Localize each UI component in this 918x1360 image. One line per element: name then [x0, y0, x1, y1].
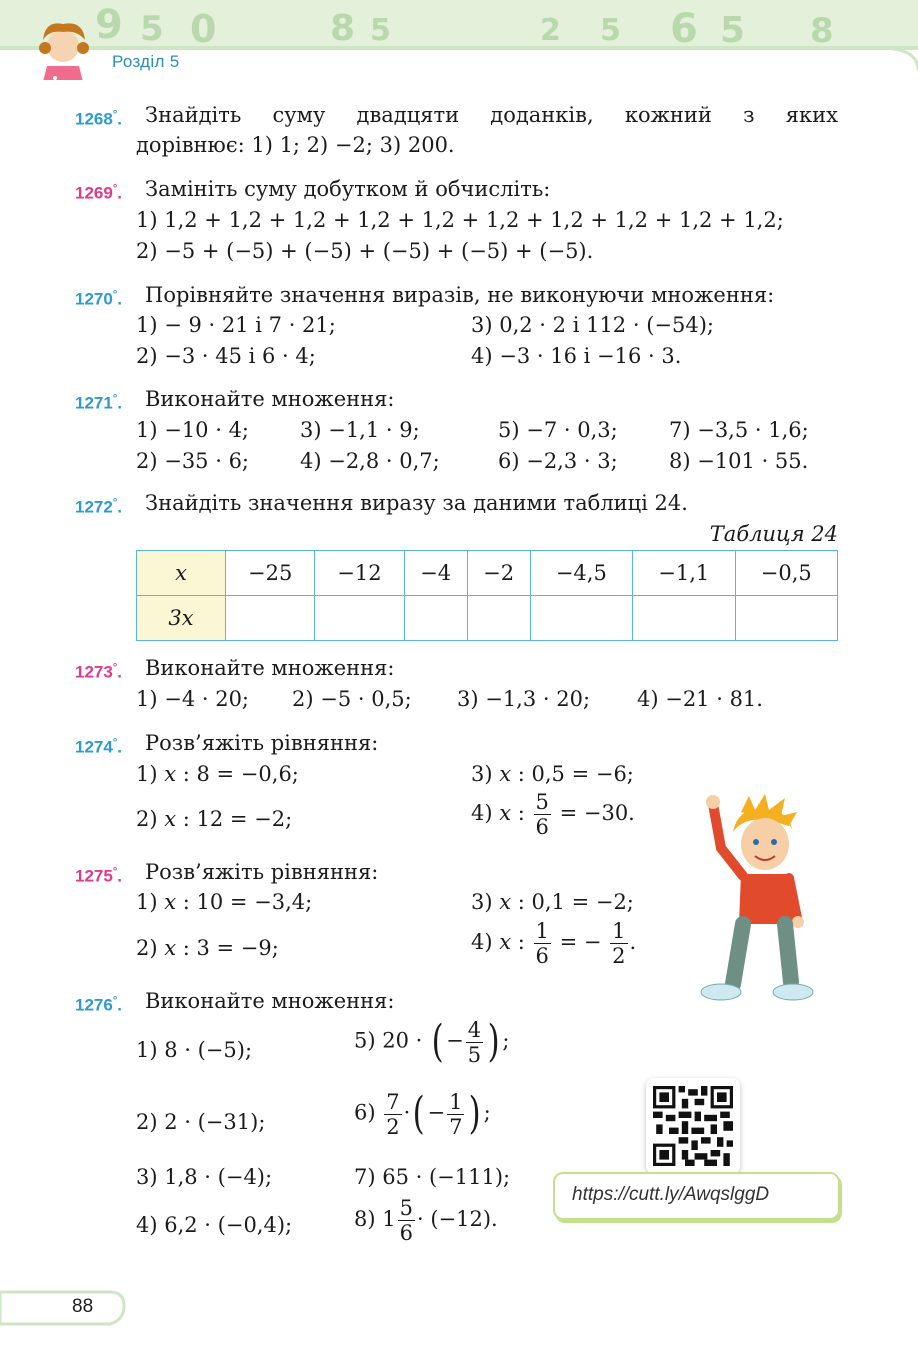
- fraction: $\frac{7}{2}$: [386, 1089, 400, 1139]
- exercise-item: 1) x : 10 = −3,4;: [136, 890, 313, 914]
- exercise-number: 1269°.: [75, 183, 122, 203]
- fraction: $\frac{1}{7}$: [449, 1089, 463, 1139]
- exercise-title: Знайдіть значення виразу за даними таблиці 24.: [145, 491, 688, 515]
- exercise-item: 3) x : 0,1 = −2;: [471, 890, 634, 914]
- page-number: 88: [72, 1296, 94, 1317]
- exercise-item-fraction: 5) 20 · ( − $\frac{4}{5}$ ) ;: [354, 1016, 510, 1067]
- exercise-title: Замініть суму добутком й обчисліть:: [145, 177, 551, 201]
- exercise-item: 2) −3 · 45 і 6 · 4;: [136, 344, 316, 368]
- exercise-item: 3) x : 0,5 = −6;: [471, 762, 634, 786]
- exercise-item-fraction: 4) x : $\frac{1}{6}$ = − $\frac{1}{2}$ .: [471, 919, 637, 968]
- qr-code-icon: [653, 1086, 733, 1166]
- table-header-cell: 3x: [137, 596, 226, 641]
- exercise-item: 7) 65 · (−111);: [354, 1165, 511, 1189]
- exercise-title: Порівняйте значення виразів, не виконуючи множення:: [145, 283, 775, 307]
- exercise-item: 8) −101 · 55.: [669, 449, 809, 473]
- exercise-item: 7) −3,5 · 1,6;: [669, 418, 809, 442]
- svg-text:5: 5: [600, 13, 621, 48]
- fraction: $\frac{5}{6}$: [535, 790, 549, 839]
- svg-text:5: 5: [140, 9, 164, 49]
- svg-text:8: 8: [810, 11, 834, 51]
- exercise-number: 1275°.: [75, 866, 122, 886]
- exercise-item: 1) −4 · 20;: [136, 687, 250, 711]
- exercise-number: 1268°.: [75, 109, 122, 129]
- table-cell: −1,1: [633, 551, 735, 596]
- exercise-item: 2) 2 · (−31);: [136, 1110, 266, 1134]
- qr-code-card: [646, 1078, 740, 1174]
- link-url[interactable]: https://cutt.ly/AwqslggD: [572, 1184, 770, 1205]
- table-cell: [404, 596, 467, 641]
- exercise-item: 2) x : 3 = −9;: [136, 936, 279, 960]
- exercise-title: Виконайте множення:: [145, 656, 395, 680]
- svg-text:8: 8: [330, 8, 356, 49]
- exercise-item: 2) −5 · 0,5;: [292, 687, 412, 711]
- exercise-item: 2) −35 · 6;: [136, 449, 250, 473]
- page-number-tab: [0, 1290, 130, 1330]
- fraction: $\frac{1}{6}$: [535, 919, 549, 968]
- exercise-item: 3) 1,8 · (−4);: [136, 1165, 273, 1189]
- table-cell: −4: [404, 551, 467, 596]
- exercise-item: 4) −2,8 · 0,7;: [300, 449, 440, 473]
- svg-text:6: 6: [670, 6, 698, 52]
- exercise-item: 1) −10 · 4;: [136, 418, 250, 442]
- exercise-title: Розв’яжіть рівняння:: [145, 860, 379, 884]
- exercise-item: 3) −1,3 · 20;: [457, 687, 591, 711]
- exercise-item: 4) 6,2 · (−0,4);: [136, 1213, 293, 1237]
- svg-text:5: 5: [370, 13, 391, 48]
- exercise-text: дорівнює: 1) 1; 2) −2; 3) 200.: [136, 133, 455, 157]
- table-header-cell: x: [137, 551, 226, 596]
- exercise-title: Розв’яжіть рівняння:: [145, 731, 379, 755]
- exercise-item-fraction: 8) 1 $\frac{5}{6}$ · (−12).: [354, 1196, 498, 1245]
- exercise-title: Виконайте множення:: [145, 989, 395, 1013]
- exercise-number: 1270°.: [75, 289, 122, 309]
- exercise-number: 1272°.: [75, 497, 122, 517]
- exercise-text: Знайдіть суму двадцяти доданків, кожний з яких: [145, 103, 838, 127]
- svg-text:9: 9: [95, 2, 123, 48]
- table-caption: Таблиця 24: [709, 522, 838, 546]
- exercise-item: 4) −21 · 81.: [637, 687, 763, 711]
- exercise-number: 1274°.: [75, 737, 122, 757]
- exercise-item: 1) x : 8 = −0,6;: [136, 762, 299, 786]
- table-cell: −12: [315, 551, 404, 596]
- svg-text:5: 5: [720, 10, 746, 51]
- exercise-number: 1276°.: [75, 995, 122, 1015]
- section-label: Розділ 5: [112, 52, 180, 71]
- exercise-number: 1271°.: [75, 393, 122, 413]
- exercise-item: 6) −2,3 · 3;: [498, 449, 618, 473]
- exercise-item: 1) 1,2 + 1,2 + 1,2 + 1,2 + 1,2 + 1,2 + 1,2 + 1,2 + 1,2 + 1,2;: [136, 208, 784, 232]
- exercise-title: Виконайте множення:: [145, 387, 395, 411]
- boy-illustration-icon: [693, 792, 823, 1007]
- table-cell: [467, 596, 530, 641]
- exercise-item: 2) −5 + (−5) + (−5) + (−5) + (−5) + (−5).: [136, 239, 594, 263]
- table-row: [137, 551, 838, 596]
- table-row: [137, 596, 838, 641]
- fraction: $\frac{4}{5}$: [467, 1017, 482, 1067]
- exercise-number: 1273°.: [75, 662, 122, 682]
- exercise-item: 1) − 9 · 21 і 7 · 21;: [136, 313, 336, 337]
- svg-text:0: 0: [190, 7, 217, 51]
- table-cell: −2: [467, 551, 530, 596]
- table-cell: [633, 596, 735, 641]
- table-cell: [226, 596, 315, 641]
- exercise-item-fraction: 6) $\frac{7}{2}$ ·( − $\frac{1}{7}$ ) ;: [354, 1088, 491, 1139]
- svg-text:2: 2: [540, 13, 561, 48]
- table-cell: [530, 596, 632, 641]
- exercise-item: 2) x : 12 = −2;: [136, 807, 293, 831]
- exercise-item: 1) 8 · (−5);: [136, 1038, 253, 1062]
- exercise-item-fraction: 4) x : $\frac{5}{6}$ = −30.: [471, 790, 635, 839]
- exercise-item: 3) 0,2 · 2 і 112 · (−54);: [471, 313, 714, 337]
- table-cell: −25: [226, 551, 315, 596]
- fraction: $\frac{1}{2}$: [612, 919, 626, 968]
- table-cell: −0,5: [735, 551, 838, 596]
- values-table: [136, 550, 838, 641]
- exercise-item: 3) −1,1 · 9;: [300, 418, 420, 442]
- exercise-item: 5) −7 · 0,3;: [498, 418, 618, 442]
- table-cell: −4,5: [530, 551, 632, 596]
- fraction: $\frac{5}{6}$: [399, 1196, 413, 1245]
- table-cell: [315, 596, 404, 641]
- table-cell: [735, 596, 838, 641]
- exercise-item: 4) −3 · 16 і −16 · 3.: [471, 344, 682, 368]
